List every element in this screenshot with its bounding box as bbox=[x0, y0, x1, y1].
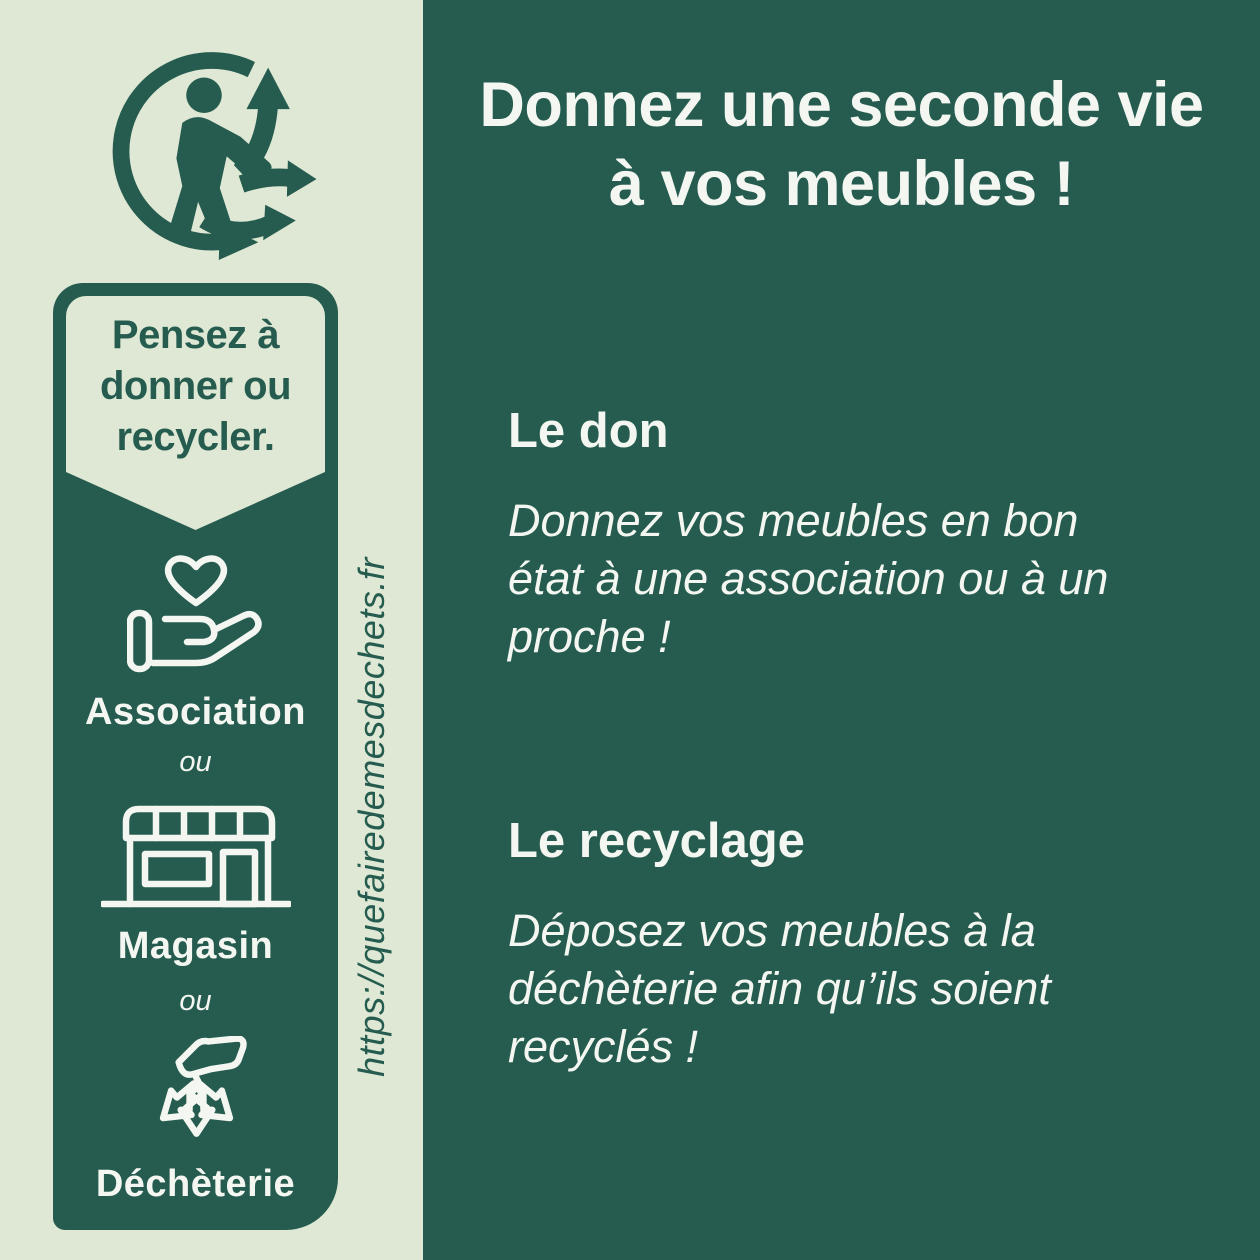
ribbon-title-card-point bbox=[66, 472, 325, 530]
hand-sorting-icon bbox=[139, 1036, 253, 1154]
ribbon-title-card bbox=[66, 296, 325, 472]
body-line: état à une association ou à un bbox=[508, 553, 1109, 604]
body-line: proche ! bbox=[508, 611, 671, 662]
body-line: Déposez vos meubles à la bbox=[508, 905, 1036, 956]
section-body-le-recyclage bbox=[508, 902, 1051, 1076]
option-label-magasin: Magasin bbox=[117, 925, 274, 967]
body-line: recyclés ! bbox=[508, 1021, 699, 1072]
body-line: Donnez vos meubles en bon bbox=[508, 495, 1079, 546]
page-title-line: Donnez une seconde vie bbox=[479, 70, 1204, 140]
website-url-vertical: https://quefairedemesdechets.fr bbox=[351, 557, 392, 1077]
ribbon-title-line: donner ou bbox=[99, 364, 292, 408]
section-title-le-recyclage: Le recyclage bbox=[508, 814, 805, 868]
heart-in-hand-icon bbox=[127, 551, 265, 675]
storefront-icon bbox=[101, 805, 291, 910]
body-line: déchèterie afin qu’ils soient bbox=[508, 963, 1051, 1014]
right-panel bbox=[423, 0, 1260, 1260]
option-label-association: Association bbox=[85, 691, 306, 733]
option-label-decheterie: Déchèterie bbox=[95, 1163, 296, 1205]
separator-ou: ou bbox=[179, 746, 212, 778]
page-title-line: à vos meubles ! bbox=[608, 149, 1075, 219]
section-title-le-don: Le don bbox=[508, 404, 669, 458]
ribbon-title-line: recycler. bbox=[116, 415, 275, 459]
left-panel bbox=[0, 0, 423, 1260]
ribbon-title-line: Pensez à bbox=[111, 313, 280, 357]
separator-ou: ou bbox=[179, 985, 212, 1017]
page-title bbox=[423, 66, 1260, 224]
triman-recycling-logo-icon bbox=[92, 40, 317, 262]
options-ribbon bbox=[53, 283, 338, 1230]
section-body-le-don bbox=[508, 492, 1108, 666]
